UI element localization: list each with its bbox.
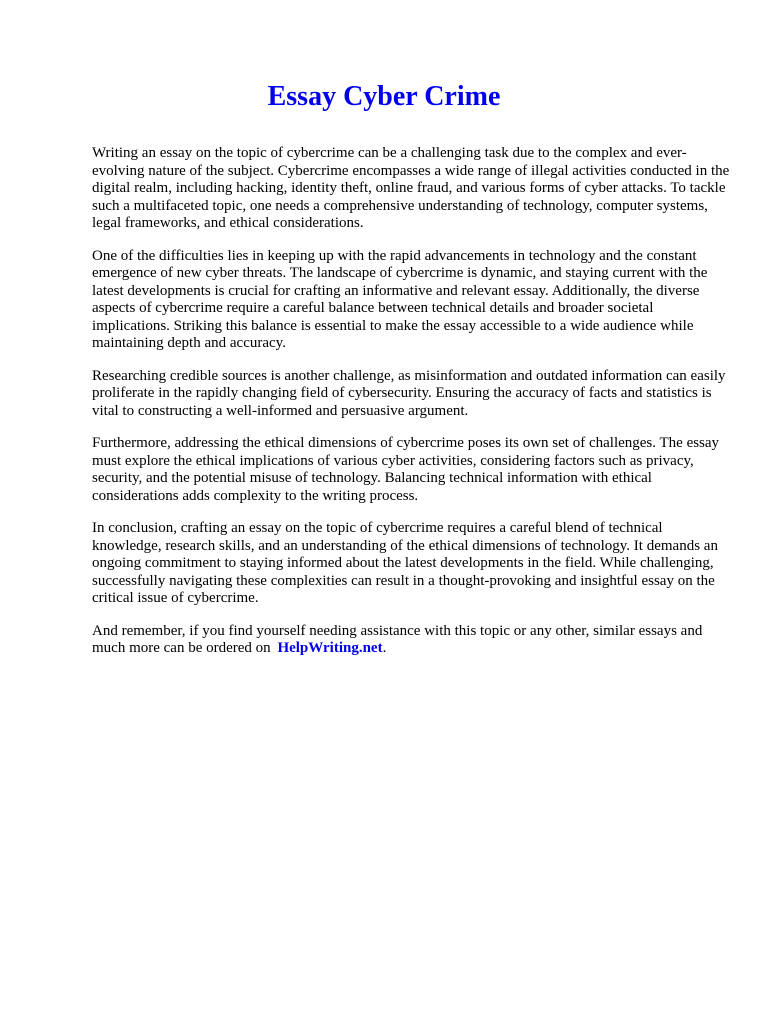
paragraph-4: Furthermore, addressing the ethical dimensions of cybercrime poses its own set of challenges. The essay must explore the ethical implications of various cyber activities, considering factors such as privacy, security, and the potential misuse of technology. Balancing technical information with ethical considerations adds complexity to the writing process. — [92, 435, 720, 504]
closing-text: And remember, if you find yourself needing assistance with this topic or any other, similar essays and much more can be ordered on — [92, 622, 703, 656]
paragraph-1: Writing an essay on the topic of cybercrime can be a challenging task due to the complex and ever-evolving nature of the subject. Cybercrime encompasses a wide range of illegal activities conducted in the digital realm, including hacking, identity theft, online fraud, and various forms of cyber attacks. To tackle such a multifaceted topic, one needs a comprehensive understanding of technology, computer systems, legal frameworks, and ethical considerations. — [92, 145, 730, 231]
document-body — [92, 145, 732, 673]
document-title: Essay Cyber Crime — [267, 81, 501, 112]
helpwriting-link[interactable]: HelpWriting.net — [277, 640, 383, 656]
closing-punctuation: . — [382, 640, 387, 656]
paragraph-3: Researching credible sources is another challenge, as misinformation and outdated information can easily proliferate in the rapidly changing field of cybersecurity. Ensuring the accuracy of facts and statistics is vital to constructing a well-informed and persuasive argument. — [92, 367, 726, 419]
closing-paragraph — [92, 623, 732, 658]
paragraph-2: One of the difficulties lies in keeping up with the rapid advancements in technology and the constant emergence of new cyber threats. The landscape of cybercrime is dynamic, and staying current with the latest developments is crucial for crafting an informative and relevant essay. Additionally, the diverse aspects of cybercrime require a careful balance between technical details and broader societal implications. Striking this balance is essential to make the essay accessible to a wide audience while maintaining depth and accuracy. — [92, 247, 708, 351]
paragraph-5: In conclusion, crafting an essay on the topic of cybercrime requires a careful blend of technical knowledge, research skills, and an understanding of the ethical dimensions of technology. It demands an ongoing commitment to staying informed about the latest developments in the field. While challenging, successfully navigating these complexities can result in a thought-provoking and insightful essay on the critical issue of cybercrime. — [92, 520, 718, 606]
